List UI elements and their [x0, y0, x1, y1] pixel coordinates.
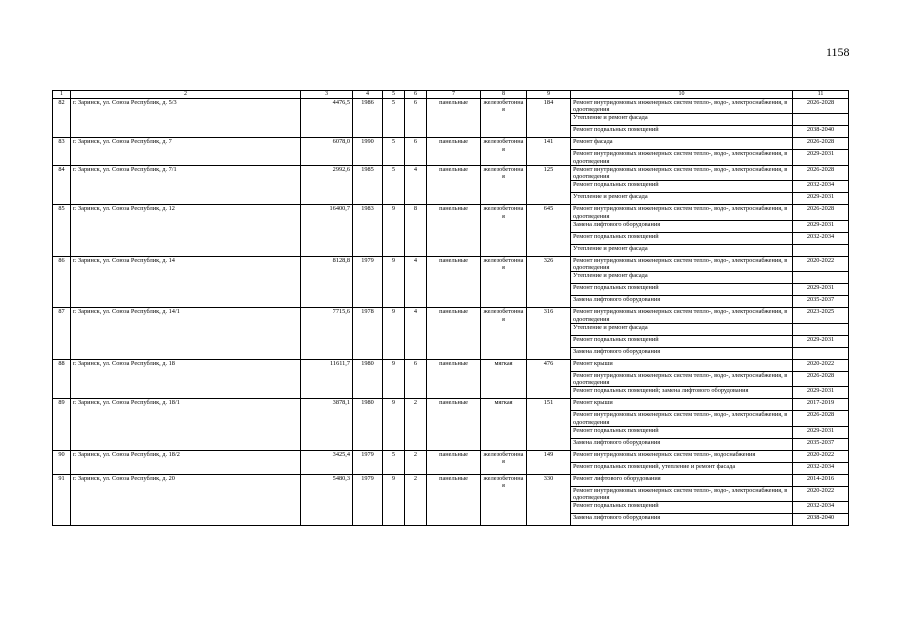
repair-schedule-table	[52, 90, 849, 526]
wall-material: панельные	[427, 359, 481, 398]
wall-material: панельные	[427, 99, 481, 138]
resident-count: 476	[527, 359, 571, 398]
floor-count: 9	[383, 474, 405, 525]
wall-material: панельные	[427, 138, 481, 165]
work-period: 2020-2022	[793, 256, 849, 271]
column-number: 4	[353, 91, 383, 99]
house-area: 8128,8	[301, 256, 353, 307]
column-number: 11	[793, 91, 849, 99]
work-period: 2014-2016	[793, 474, 849, 486]
work-type: Утепление и ремонт фасада	[571, 323, 793, 335]
row-number: 85	[53, 205, 71, 256]
work-period: 2026-2028	[793, 138, 849, 150]
entrance-count: 6	[405, 138, 427, 165]
column-number: 9	[527, 91, 571, 99]
work-type: Ремонт подвальных помещений	[571, 181, 793, 193]
build-year: 1983	[353, 205, 383, 256]
work-period: 2023-2025	[793, 308, 849, 323]
build-year: 1986	[353, 99, 383, 138]
work-type: Утепление и ремонт фасада	[571, 193, 793, 205]
house-address: г. Заринск, ул. Союза Республик, д. 18/1	[71, 399, 301, 450]
house-area: 6078,0	[301, 138, 353, 165]
work-period: 2032-2034	[793, 181, 849, 193]
resident-count: 149	[527, 450, 571, 474]
work-period: 2026-2028	[793, 99, 849, 114]
work-type: Ремонт лифтового оборудования	[571, 474, 793, 486]
floor-count: 5	[383, 99, 405, 138]
table-row	[53, 205, 849, 220]
column-number: 6	[405, 91, 427, 99]
resident-count: 316	[527, 308, 571, 359]
work-type: Замена лифтового оборудования	[571, 220, 793, 232]
entrance-count: 2	[405, 474, 427, 525]
column-number-row	[53, 91, 849, 99]
work-period: 2035-2037	[793, 438, 849, 450]
work-type: Ремонт крыши	[571, 359, 793, 371]
column-number: 3	[301, 91, 353, 99]
work-period: 2020-2022	[793, 359, 849, 371]
house-address: г. Заринск, ул. Союза Республик, д. 20	[71, 474, 301, 525]
work-period: 2029-2031	[793, 387, 849, 399]
house-address: г. Заринск, ул. Союза Республик, д. 7	[71, 138, 301, 165]
work-period: 2035-2037	[793, 296, 849, 308]
house-address: г. Заринск, ул. Союза Республик, д. 18/2	[71, 450, 301, 474]
work-period	[793, 244, 849, 256]
resident-count: 125	[527, 165, 571, 204]
row-number: 84	[53, 165, 71, 204]
floor-count: 5	[383, 165, 405, 204]
row-number: 89	[53, 399, 71, 450]
work-type: Ремонт внутридомовых инженерных систем тепло-, водо-, электроснабжения, водоотведения	[571, 165, 793, 180]
column-number: 2	[71, 91, 301, 99]
house-address: г. Заринск, ул. Союза Республик, д. 14	[71, 256, 301, 307]
floor-count: 9	[383, 399, 405, 450]
floor-count: 9	[383, 256, 405, 307]
work-period: 2032-2034	[793, 462, 849, 474]
work-type: Ремонт внутридомовых инженерных систем тепло-, водо-, электроснабжения, водоотведения	[571, 150, 793, 165]
work-period	[793, 347, 849, 359]
row-number: 91	[53, 474, 71, 525]
house-area: 16400,7	[301, 205, 353, 256]
entrance-count: 4	[405, 165, 427, 204]
work-period: 2032-2034	[793, 232, 849, 244]
house-address: г. Заринск, ул. Союза Республик, д. 18	[71, 359, 301, 398]
house-address: г. Заринск, ул. Союза Республик, д. 12	[71, 205, 301, 256]
house-address: г. Заринск, ул. Союза Республик, д. 14/1	[71, 308, 301, 359]
work-type: Замена лифтового оборудования	[571, 514, 793, 526]
house-address: г. Заринск, ул. Союза Республик, д. 5/3	[71, 99, 301, 138]
floor-count: 9	[383, 205, 405, 256]
work-type: Ремонт внутридомовых инженерных систем тепло-, водо-, электроснабжения, водоотведения	[571, 486, 793, 501]
work-type: Ремонт подвальных помещений, утепление и ремонт фасада	[571, 462, 793, 474]
roof-type: железобетонная	[481, 165, 527, 204]
column-number: 1	[53, 91, 71, 99]
table-row	[53, 165, 849, 180]
roof-type: мягкая	[481, 359, 527, 398]
build-year: 1980	[353, 359, 383, 398]
work-type: Ремонт внутридомовых инженерных систем тепло-, водо-, электроснабжения, водоотведения	[571, 256, 793, 271]
work-period: 2029-2031	[793, 150, 849, 165]
work-type: Утепление и ремонт фасада	[571, 272, 793, 284]
build-year: 1979	[353, 450, 383, 474]
resident-count: 645	[527, 205, 571, 256]
row-number: 83	[53, 138, 71, 165]
house-area: 5480,3	[301, 474, 353, 525]
table-row	[53, 138, 849, 150]
entrance-count: 8	[405, 205, 427, 256]
table-row	[53, 99, 849, 114]
work-type: Ремонт подвальных помещений	[571, 426, 793, 438]
roof-type: мягкая	[481, 399, 527, 450]
house-area: 7715,6	[301, 308, 353, 359]
work-type: Ремонт внутридомовых инженерных систем тепло-, водо-, электроснабжения, водоотведения	[571, 371, 793, 386]
entrance-count: 4	[405, 256, 427, 307]
house-area: 2992,6	[301, 165, 353, 204]
wall-material: панельные	[427, 165, 481, 204]
build-year: 1978	[353, 308, 383, 359]
floor-count: 9	[383, 359, 405, 398]
work-period: 2038-2040	[793, 514, 849, 526]
build-year: 1985	[353, 165, 383, 204]
work-period: 2017-2019	[793, 399, 849, 411]
floor-count: 5	[383, 138, 405, 165]
work-period: 2029-2031	[793, 335, 849, 347]
build-year: 1990	[353, 138, 383, 165]
work-type: Ремонт внутридомовых инженерных систем тепло-, водоснабжения	[571, 450, 793, 462]
roof-type: железобетонная	[481, 138, 527, 165]
work-type: Ремонт фасада	[571, 138, 793, 150]
wall-material: панельные	[427, 450, 481, 474]
work-type: Замена лифтового оборудования	[571, 347, 793, 359]
table-row	[53, 474, 849, 486]
work-period	[793, 323, 849, 335]
row-number: 90	[53, 450, 71, 474]
work-period: 2026-2028	[793, 371, 849, 386]
row-number: 87	[53, 308, 71, 359]
row-number: 88	[53, 359, 71, 398]
house-area: 3878,1	[301, 399, 353, 450]
work-type: Замена лифтового оборудования	[571, 296, 793, 308]
wall-material: панельные	[427, 256, 481, 307]
roof-type: железобетонная	[481, 99, 527, 138]
column-number: 5	[383, 91, 405, 99]
floor-count: 5	[383, 450, 405, 474]
roof-type: железобетонная	[481, 308, 527, 359]
entrance-count: 2	[405, 399, 427, 450]
wall-material: панельные	[427, 205, 481, 256]
column-number: 7	[427, 91, 481, 99]
work-period: 2026-2028	[793, 165, 849, 180]
house-address: г. Заринск, ул. Союза Республик, д. 7/1	[71, 165, 301, 204]
table-row	[53, 450, 849, 462]
wall-material: панельные	[427, 399, 481, 450]
roof-type: железобетонная	[481, 256, 527, 307]
row-number: 86	[53, 256, 71, 307]
work-period: 2026-2028	[793, 205, 849, 220]
resident-count: 330	[527, 474, 571, 525]
wall-material: панельные	[427, 308, 481, 359]
resident-count: 141	[527, 138, 571, 165]
work-type: Ремонт внутридомовых инженерных систем тепло-, водо-, электроснабжения, водоотведения	[571, 411, 793, 426]
work-type: Ремонт подвальных помещений	[571, 335, 793, 347]
work-type: Ремонт подвальных помещений	[571, 284, 793, 296]
table-row	[53, 308, 849, 323]
work-type: Ремонт внутридомовых инженерных систем тепло-, водо-, электроснабжения, водоотведения	[571, 99, 793, 114]
work-type: Утепление и ремонт фасада	[571, 244, 793, 256]
floor-count: 9	[383, 308, 405, 359]
work-type: Ремонт подвальных помещений	[571, 126, 793, 138]
build-year: 1979	[353, 474, 383, 525]
work-period: 2020-2022	[793, 486, 849, 501]
work-period: 2029-2031	[793, 193, 849, 205]
work-period	[793, 114, 849, 126]
roof-type: железобетонная	[481, 205, 527, 256]
row-number: 82	[53, 99, 71, 138]
build-year: 1979	[353, 256, 383, 307]
roof-type: железобетонная	[481, 474, 527, 525]
work-period	[793, 272, 849, 284]
work-type: Утепление и ремонт фасада	[571, 114, 793, 126]
entrance-count: 6	[405, 359, 427, 398]
work-period: 2020-2022	[793, 450, 849, 462]
entrance-count: 2	[405, 450, 427, 474]
work-period: 2029-2031	[793, 426, 849, 438]
house-area: 4476,5	[301, 99, 353, 138]
table-row	[53, 399, 849, 411]
work-type: Замена лифтового оборудования	[571, 438, 793, 450]
column-number: 10	[571, 91, 793, 99]
column-number: 8	[481, 91, 527, 99]
work-period: 2032-2034	[793, 502, 849, 514]
resident-count: 184	[527, 99, 571, 138]
work-type: Ремонт внутридомовых инженерных систем тепло-, водо-, электроснабжения, водоотведения	[571, 308, 793, 323]
work-type: Ремонт подвальных помещений	[571, 232, 793, 244]
entrance-count: 6	[405, 99, 427, 138]
page-number: 1158	[826, 45, 850, 59]
house-area: 3425,4	[301, 450, 353, 474]
roof-type: железобетонная	[481, 450, 527, 474]
work-period: 2029-2031	[793, 284, 849, 296]
table-row	[53, 359, 849, 371]
work-period: 2038-2040	[793, 126, 849, 138]
entrance-count: 4	[405, 308, 427, 359]
build-year: 1980	[353, 399, 383, 450]
wall-material: панельные	[427, 474, 481, 525]
work-type: Ремонт подвальных помещений	[571, 502, 793, 514]
work-period: 2026-2028	[793, 411, 849, 426]
resident-count: 326	[527, 256, 571, 307]
work-type: Ремонт крыши	[571, 399, 793, 411]
work-period: 2029-2031	[793, 220, 849, 232]
work-type: Ремонт внутридомовых инженерных систем тепло-, водо-, электроснабжения, водоотведения	[571, 205, 793, 220]
work-type: Ремонт подвальных помещений; замена лифтового оборудования	[571, 387, 793, 399]
resident-count: 151	[527, 399, 571, 450]
house-area: 11611,7	[301, 359, 353, 398]
table-row	[53, 256, 849, 271]
